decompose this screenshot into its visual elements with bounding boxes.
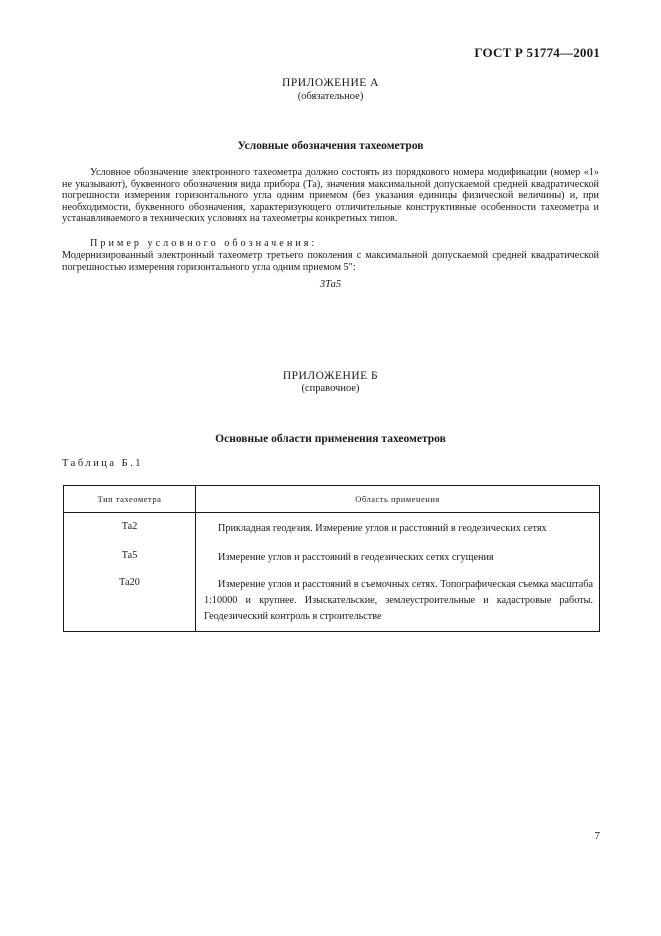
cell-area: Измерение углов и расстояний в съемочных сетях. Топографическая съемка масштаба 1:10000 и крупнее. Изыскательские, землеустроительные и кадастровые работы. Геодезический контроль в строительстве [196,566,600,632]
cell-type: Та5 [64,537,196,566]
annex-b-status: (справочное) [301,383,360,394]
table-row [64,537,600,566]
annex-a-title: ПРИЛОЖЕНИЕ А [282,77,379,89]
annex-b-title: ПРИЛОЖЕНИЕ Б [282,370,379,382]
column-header-type: Тип тахеометра [64,486,196,513]
annex-b-heading: Основные области применения тахеометров [215,433,446,445]
example-label: Пример условного обозначения: [90,238,318,249]
standard-number: ГОСТ Р 51774—2001 [474,45,600,60]
annex-a-status: (обязательное) [297,91,364,102]
annex-a-heading: Условные обозначения тахеометров [237,140,424,152]
applications-table [63,485,600,632]
column-header-area: Область применения [196,486,600,513]
table-header-row [64,486,600,513]
example-text: Модернизированный электронный тахеометр третьего поколения с максимальной допускаемой средней квадратической погрешностью измерения горизонтального угла одним приемом 5″: [62,250,599,273]
page-number: 7 [594,830,600,842]
table-row [64,566,600,632]
cell-type: Та20 [64,566,196,632]
cell-type: Та2 [64,513,196,538]
cell-area: Измерение углов и расстояний в геодезических сетях сгущения [196,537,600,566]
cell-area: Прикладная геодезия. Измерение углов и расстояний в геодезических сетях [196,513,600,538]
table-label: Таблица Б.1 [62,458,144,469]
example-designation: 3Та5 [319,279,342,290]
table-row [64,513,600,538]
annex-a-paragraph: Условное обозначение электронного тахеометра должно состоять из порядкового номера модификации (номер «1» не указывают), буквенного обозначения вида прибора (Та), значения максимальной допускаемой средней квадратической погрешности измерения горизонтального угла одним приемом (без указания единицы физической величины) и, при необходимости, буквенного обозначения, характеризующего отличительные конструктивные особенности тахеометра и устанавливаемого в технических условиях на тахеометры конкретных типов. [62,167,599,225]
